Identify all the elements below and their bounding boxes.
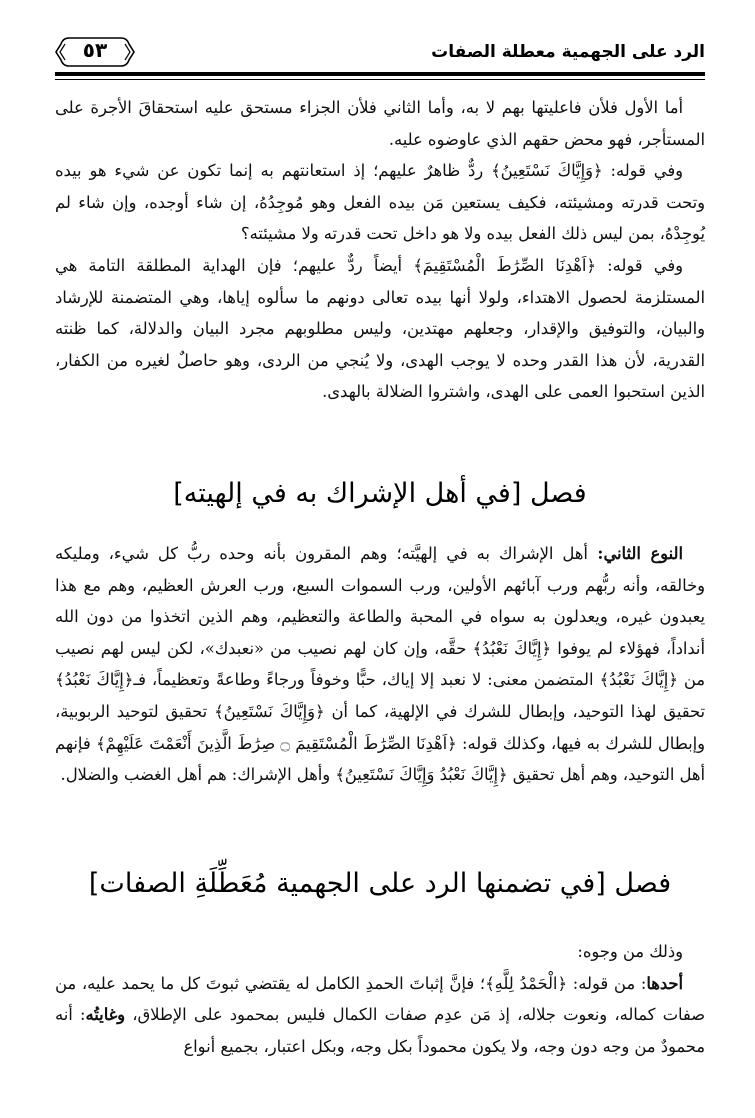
paragraph-lead: النوع الثاني:	[587, 544, 683, 563]
page-number-frame	[55, 36, 135, 68]
page-number: ٥٣	[82, 38, 108, 62]
quran-quote: ﴿وَإِيَّاكَ نَسْتَعِينُ﴾	[214, 701, 325, 721]
paragraph: أما الأول فلأن فاعليتها بهم لا به، وأما الثاني فلأن الجزاء مستحق عليه استحقاقَ الأجرة على المستأجر، فهو محض حقهم الذي عاوضوه عليه.	[55, 98, 705, 149]
paragraph: النوع الثاني: أهل الإشراك به في إلهيَّته؛ وهم المقرون بأنه وحده ربُّ كل شيء، ومليكه وخالقه، وأنه ربُّهم ورب آبائهم الأولين، ورب السموات السبع، ورب العرش العظيم، وهم مع هذا يعبدون غيره، ويعدلون به سواه في المحبة والطاعة والتعظيم، وهم الذين اتخذوا من دون الله أنداداً، فهؤلاء لم يوفوا ﴿إِيَّاكَ نَعْبُدُ﴾ حقَّه، وإن كان لهم نصيب من «نعبدك»، لكن ليس لهم نصيب من ﴿إِيَّاكَ نَعْبُدُ﴾ المتضمن معنى: لا نعبد إلا إياك، حبًّا وخوفاً ورجاءً وطاعةً وتعظيماً، فـ﴿إِيَّاكَ نَعْبُدُ﴾ تحقيق لهذا التوحيد، وإبطال للشرك في الإلهية، كما أن ﴿وَإِيَّاكَ نَسْتَعِينُ﴾ تحقيق لتوحيد الربوبية، وإبطال للشرك به فيها، وكذلك قوله: ﴿اَهْدِنَا الصِّرَٰطَ الْمُسْتَقِيمَ ۝ صِرَٰطَ الَّذِينَ أَنْعَمْتَ عَلَيْهِمْ﴾ فإنهم أهل التوحيد، وهم أهل تحقيق ﴿إِيَّاكَ نَعْبُدُ وَإِيَّاكَ نَسْتَعِينُ﴾ وأهل الإشراك: هم أهل الغضب والضلال.	[55, 544, 706, 785]
quran-quote: ﴿اَهْدِنَا الصِّرَٰطَ الْمُسْتَقِيمَ ۝ صِرَٰطَ الَّذِينَ أَنْعَمْتَ عَلَيْهِمْ﴾	[95, 733, 457, 753]
quran-quote: ﴿وَإِيَّاكَ نَسْتَعِينُ﴾	[491, 161, 603, 181]
text-block-2	[55, 538, 705, 791]
quran-quote: ﴿اَهْدِنَا الصِّرَٰطَ الْمُسْتَقِيمَ﴾	[413, 255, 596, 275]
page-header	[55, 28, 705, 74]
quran-quote: ﴿إِيَّاكَ نَعْبُدُ وَإِيَّاكَ نَسْتَعِينُ﴾	[335, 765, 508, 785]
paragraph: أحدها: من قوله: ﴿الْحَمْدُ لِلَّهِ﴾؛ فإنَّ إثباتَ الحمدِ الكامل له يقتضي ثبوتَ كل ما يحمد عليه، من صفات كماله، ونعوت جلاله، إذ مَن عدِم صفات الكمال فليس بمحمود على الإطلاق، وغايتُه: أنه محمودٌ من وجه دون وجه، ولا يكون محموداً بكل وجه، وبكل اعتبار، بجميع أنواع	[55, 973, 705, 1056]
section-heading: فصل [في تضمنها الرد على الجهمية مُعَطِّلَةِ الصفات]	[88, 868, 672, 899]
paragraph-lead: وغايتُه	[85, 1005, 126, 1025]
paragraph: وذلك من وجوه:	[577, 942, 683, 961]
header-rule-thin	[55, 79, 705, 80]
quran-quote: ﴿الْحَمْدُ لِلَّهِ﴾	[485, 973, 567, 993]
quran-quote: ﴿إِيَّاكَ نَعْبُدُ﴾	[472, 638, 552, 658]
text-block-1	[55, 92, 705, 408]
section-heading: فصل [في أهل الإشراك به في إلهيته]	[173, 478, 587, 509]
running-title: الرد على الجهمية معطلة الصفات	[431, 42, 705, 62]
quran-quote: ﴿إِيَّاكَ نَعْبُدُ﴾	[599, 670, 678, 690]
text-block-3	[55, 936, 705, 1062]
quran-quote: ﴿إِيَّاكَ نَعْبُدُ﴾	[55, 670, 134, 690]
paragraph: وفي قوله: ﴿اَهْدِنَا الصِّرَٰطَ الْمُسْتَقِيمَ﴾ أيضاً ردٌّ عليهم؛ فإن الهداية المطلقة التامة هي المستلزمة لحصول الاهتداء، ولولا أنها بيده تعالى دونهم ما سألوه إياها، وهي المتضمنة للإرشاد والبيان، والتوفيق والإقدار، وجعلهم مهتدين، وليس مطلوبهم مجرد البيان والدلالة، كما ظنته القدرية، لأن هذا القدر وحده لا يوجب الهدى، ولا يُنجي من الردى، وهو حاصلٌ لغيره من الكفار، الذين استحبوا العمى على الهدى، واشتروا الضلالة بالهدى.	[55, 255, 705, 402]
header-rule-thick	[55, 72, 705, 76]
paragraph-lead: أحدها	[646, 973, 684, 993]
paragraph: وفي قوله: ﴿وَإِيَّاكَ نَسْتَعِينُ﴾ ردٌّ ظاهرٌ عليهم؛ إذ استعانتهم به إنما تكون عن شيء هو بيده وتحت قدرته ومشيئته، فكيف يستعين مَن بيده الفعل وهو مُوجِدُهُ، إن شاء أوجده، وإن شاء لم يُوجِدْهُ، بمن ليس ذلك الفعل بيده ولا هو داخل تحت قدرته ولا مشيئته؟	[55, 161, 705, 244]
